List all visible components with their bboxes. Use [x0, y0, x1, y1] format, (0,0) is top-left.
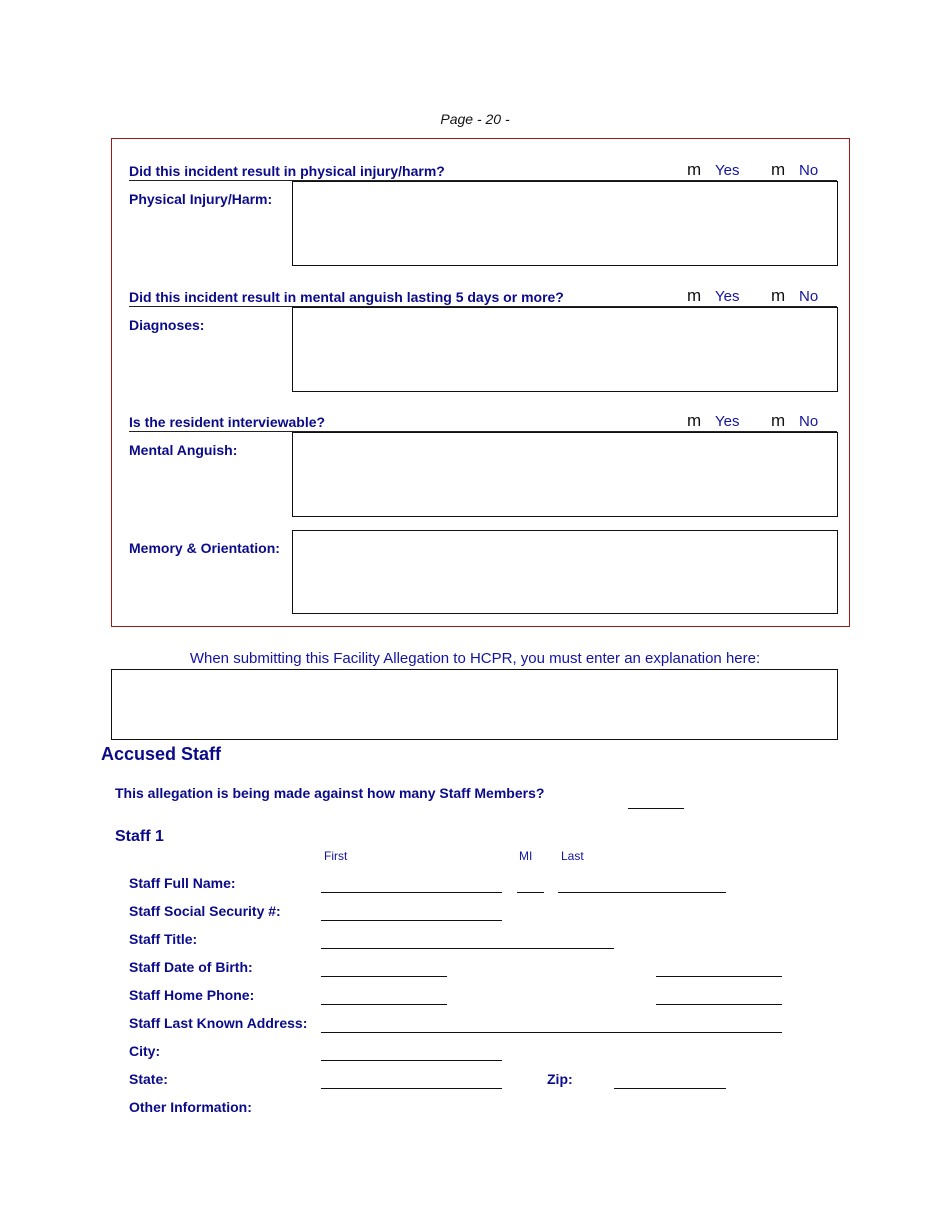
- question-physical-injury: Did this incident result in physical injury/harm?: [129, 163, 445, 179]
- yes-radio-1[interactable]: m: [687, 160, 702, 179]
- mi-field[interactable]: [517, 892, 544, 893]
- explanation-textbox[interactable]: [111, 669, 838, 740]
- physical-injury-label: Physical Injury/Harm:: [129, 191, 273, 207]
- zip-label: Zip:: [547, 1071, 573, 1087]
- yes-label-2: Yes: [715, 288, 740, 305]
- mental-anguish-label: Mental Anguish:: [129, 442, 238, 458]
- phone-extra-field[interactable]: [656, 1004, 782, 1005]
- question-interviewable: Is the resident interviewable?: [129, 414, 326, 430]
- memory-orientation-label: Memory & Orientation:: [129, 540, 280, 556]
- diagnoses-textbox[interactable]: [292, 307, 838, 392]
- question-mental-anguish: Did this incident result in mental anguish lasting 5 days or more?: [129, 289, 564, 305]
- yes-label-3: Yes: [715, 413, 740, 430]
- last-name-caption: Last: [561, 849, 584, 863]
- other-info-label: Other Information:: [129, 1099, 252, 1115]
- state-label: State:: [129, 1071, 168, 1087]
- page-number: Page - 20 -: [440, 111, 510, 127]
- staff-count-question: This allegation is being made against how many Staff Members?: [115, 785, 545, 801]
- no-radio-2[interactable]: m: [771, 286, 786, 305]
- no-radio-1[interactable]: m: [771, 160, 786, 179]
- memory-orientation-textbox[interactable]: [292, 530, 838, 614]
- dob-extra-field[interactable]: [656, 976, 782, 977]
- staff-1-heading: Staff 1: [115, 828, 164, 845]
- address-field[interactable]: [321, 1032, 782, 1033]
- home-phone-label: Staff Home Phone:: [129, 987, 255, 1003]
- first-name-field[interactable]: [321, 892, 502, 893]
- no-label-3: No: [799, 413, 819, 430]
- diagnoses-label: Diagnoses:: [129, 317, 205, 333]
- full-name-label: Staff Full Name:: [129, 875, 236, 891]
- yes-label-1: Yes: [715, 162, 740, 179]
- ssn-label: Staff Social Security #:: [129, 903, 281, 919]
- zip-field[interactable]: [614, 1088, 726, 1089]
- physical-injury-textbox[interactable]: [292, 181, 838, 266]
- mental-anguish-textbox[interactable]: [292, 432, 838, 517]
- city-label: City:: [129, 1043, 161, 1059]
- state-field[interactable]: [321, 1088, 502, 1089]
- no-label-2: No: [799, 288, 819, 305]
- address-label: Staff Last Known Address:: [129, 1015, 308, 1031]
- title-label: Staff Title:: [129, 931, 198, 947]
- ssn-field[interactable]: [321, 920, 502, 921]
- accused-staff-heading: Accused Staff: [101, 744, 222, 764]
- no-radio-3[interactable]: m: [771, 411, 786, 430]
- mi-caption: MI: [519, 849, 533, 863]
- city-field[interactable]: [321, 1060, 502, 1061]
- title-field[interactable]: [321, 948, 614, 949]
- yes-radio-2[interactable]: m: [687, 286, 702, 305]
- first-name-caption: First: [324, 849, 348, 863]
- staff-count-field[interactable]: [628, 808, 684, 809]
- dob-field[interactable]: [321, 976, 447, 977]
- yes-radio-3[interactable]: m: [687, 411, 702, 430]
- explanation-prompt: When submitting this Facility Allegation to HCPR, you must enter an explanation here:: [189, 650, 761, 667]
- no-label-1: No: [799, 162, 819, 179]
- home-phone-field[interactable]: [321, 1004, 447, 1005]
- dob-label: Staff Date of Birth:: [129, 959, 253, 975]
- last-name-field[interactable]: [558, 892, 726, 893]
